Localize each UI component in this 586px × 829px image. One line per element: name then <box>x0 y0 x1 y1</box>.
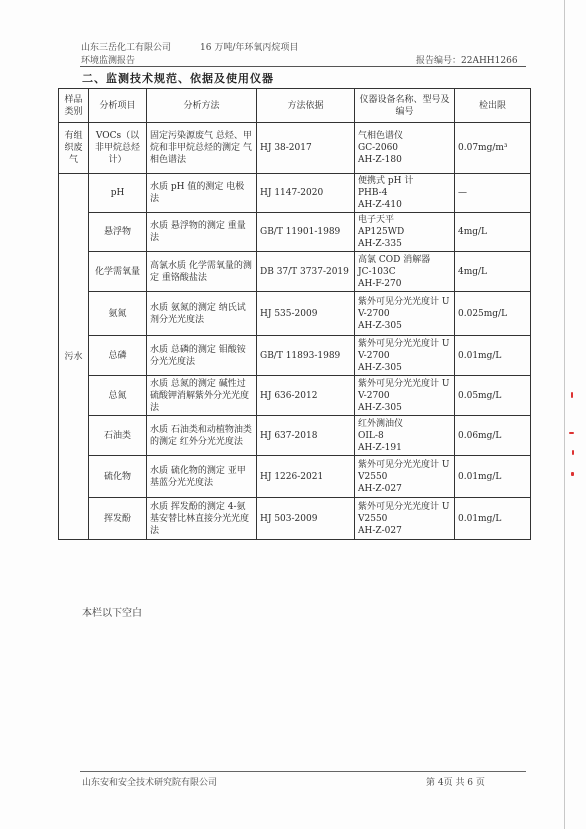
instrument-line: AH-Z-180 <box>358 155 402 165</box>
analysis-method-cell: 水质 硫化物的测定 亚甲基蓝分光光度法 <box>147 456 257 498</box>
method-basis-cell: HJ 503-2009 <box>257 498 355 540</box>
instrument-cell <box>355 252 455 292</box>
analysis-item-cell: 硫化物 <box>89 456 147 498</box>
instrument-line: AH-Z-305 <box>358 362 402 373</box>
detection-limit-cell: 0.025mg/L <box>455 292 531 336</box>
method-basis-cell: DB 37/T 3737-2019 <box>257 252 355 292</box>
analysis-item-cell: 挥发酚 <box>89 498 147 540</box>
instrument-line: PHB-4 <box>358 188 388 198</box>
table-header-row <box>59 89 531 123</box>
instrument-line: 紫外可见分光光度计 UV2550 <box>358 501 450 524</box>
instrument-line: GC-2060 <box>358 143 399 153</box>
table-row <box>59 292 531 336</box>
analysis-method-cell: 水质 总氮的测定 碱性过硫酸钾消解紫外分光光度法 <box>147 376 257 416</box>
instrument-line: OIL-8 <box>358 430 384 441</box>
instrument-line: 紫外可见分光光度计 UV-2700 <box>358 296 450 319</box>
ink-mark <box>569 432 574 434</box>
analysis-method-cell: 水质 氨氮的测定 纳氏试剂分光光度法 <box>147 292 257 336</box>
detection-limit-cell: 0.01mg/L <box>455 498 531 540</box>
method-basis-cell: HJ 636-2012 <box>257 376 355 416</box>
analysis-item-cell: 悬浮物 <box>89 213 147 252</box>
table-row <box>59 456 531 498</box>
footer-divider <box>80 771 526 772</box>
footer-company: 山东安和安全技术研究院有限公司 <box>82 778 218 788</box>
instrument-line: AH-F-270 <box>358 278 402 289</box>
table-row <box>59 174 531 213</box>
analysis-item-cell: 石油类 <box>89 416 147 456</box>
instrument-line: 紫外可见分光光度计 UV-2700 <box>358 378 450 401</box>
instrument-line: AP125WD <box>358 227 405 237</box>
instrument-cell <box>355 498 455 540</box>
analysis-method-cell: 水质 石油类和动植物油类的测定 红外分光光度法 <box>147 416 257 456</box>
table-row <box>59 213 531 252</box>
analysis-method-cell: 水质 总磷的测定 钼酸铵分光光度法 <box>147 336 257 376</box>
method-basis-cell: GB/T 11901-1989 <box>257 213 355 252</box>
table-row <box>59 123 531 174</box>
instrument-line: AH-Z-027 <box>358 525 402 536</box>
instrument-cell <box>355 174 455 213</box>
column-header: 方法依据 <box>257 89 355 123</box>
detection-limit-cell: 0.07mg/m³ <box>455 123 531 174</box>
column-header: 检出限 <box>455 89 531 123</box>
header-divider <box>80 66 526 67</box>
sample-category-cell: 污水 <box>59 174 89 540</box>
analysis-item-cell: 氨氮 <box>89 292 147 336</box>
section-title: 二、监测技术规范、依据及使用仪器 <box>82 72 274 85</box>
instrument-line: 红外测油仪 <box>358 418 404 429</box>
instrument-line: AH-Z-335 <box>358 239 402 249</box>
instrument-line: 高氯 COD 消解器 <box>358 254 431 265</box>
instrument-cell <box>355 376 455 416</box>
column-header: 仪器设备名称、型号及编号 <box>355 89 455 123</box>
analysis-item-cell: pH <box>89 174 147 213</box>
instrument-cell <box>355 213 455 252</box>
table-row <box>59 336 531 376</box>
detection-limit-cell: 0.01mg/L <box>455 336 531 376</box>
header-company: 山东三岳化工有限公司 <box>81 43 172 53</box>
ink-mark <box>572 450 574 455</box>
instrument-line: 电子天平 <box>358 215 395 225</box>
column-header: 样品类别 <box>59 89 89 123</box>
analysis-method-cell: 高氯水质 化学需氧量的测定 重铬酸盐法 <box>147 252 257 292</box>
table-row <box>59 252 531 292</box>
instrument-line: AH-Z-027 <box>358 483 402 494</box>
analysis-method-cell: 水质 悬浮物的测定 重量法 <box>147 213 257 252</box>
instrument-line: JC-103C <box>358 266 396 277</box>
method-basis-cell: HJ 637-2018 <box>257 416 355 456</box>
header-report-code: 报告编号：22AHH1266 <box>416 56 518 66</box>
header-report-title: 环境监测报告 <box>81 56 136 66</box>
analysis-method-cell: 水质 pH 值的测定 电极法 <box>147 174 257 213</box>
ink-mark <box>571 472 574 476</box>
method-basis-cell: HJ 535-2009 <box>257 292 355 336</box>
instrument-cell <box>355 292 455 336</box>
method-basis-cell: HJ 1226-2021 <box>257 456 355 498</box>
footer-page-number: 第 4页 共 6 页 <box>426 778 485 788</box>
analysis-method-cell: 水质 挥发酚的测定 4-氨基安替比林直接分光光度法 <box>147 498 257 540</box>
detection-limit-cell: 0.05mg/L <box>455 376 531 416</box>
detection-limit-cell: 0.01mg/L <box>455 456 531 498</box>
instrument-line: AH-Z-305 <box>358 402 402 413</box>
sample-category-cell: 有组织废气 <box>59 123 89 174</box>
detection-limit-cell: 4mg/L <box>455 213 531 252</box>
instrument-line: AH-Z-191 <box>358 442 402 453</box>
instrument-line: 紫外可见分光光度计 UV2550 <box>358 459 450 482</box>
instrument-line: 紫外可见分光光度计 UV-2700 <box>358 338 450 361</box>
detection-limit-cell: 4mg/L <box>455 252 531 292</box>
instrument-line: AH-Z-305 <box>358 320 402 331</box>
method-basis-cell: GB/T 11893-1989 <box>257 336 355 376</box>
monitoring-methods-table <box>58 88 531 540</box>
instrument-line: 便携式 pH 计 <box>358 176 414 186</box>
analysis-item-cell: VOCs（以非甲烷总烃计） <box>89 123 147 174</box>
page-edge <box>564 0 565 829</box>
table-row <box>59 416 531 456</box>
method-basis-cell: HJ 38-2017 <box>257 123 355 174</box>
header-project: 16 万吨/年环氧丙烷项目 <box>200 43 299 53</box>
instrument-cell <box>355 416 455 456</box>
instrument-line: AH-Z-410 <box>358 200 402 210</box>
instrument-cell <box>355 336 455 376</box>
table-row <box>59 376 531 416</box>
detection-limit-cell: — <box>455 174 531 213</box>
instrument-line: 气相色谱仪 <box>358 131 404 141</box>
analysis-method-cell: 固定污染源废气 总烃、甲烷和非甲烷总烃的测定 气相色谱法 <box>147 123 257 174</box>
method-basis-cell: HJ 1147-2020 <box>257 174 355 213</box>
detection-limit-cell: 0.06mg/L <box>455 416 531 456</box>
analysis-item-cell: 总磷 <box>89 336 147 376</box>
column-header: 分析项目 <box>89 89 147 123</box>
analysis-item-cell: 化学需氧量 <box>89 252 147 292</box>
column-header: 分析方法 <box>147 89 257 123</box>
analysis-item-cell: 总氮 <box>89 376 147 416</box>
ink-mark <box>571 392 573 398</box>
blank-note: 本栏以下空白 <box>82 608 142 619</box>
instrument-cell <box>355 123 455 174</box>
instrument-cell <box>355 456 455 498</box>
table-row <box>59 498 531 540</box>
